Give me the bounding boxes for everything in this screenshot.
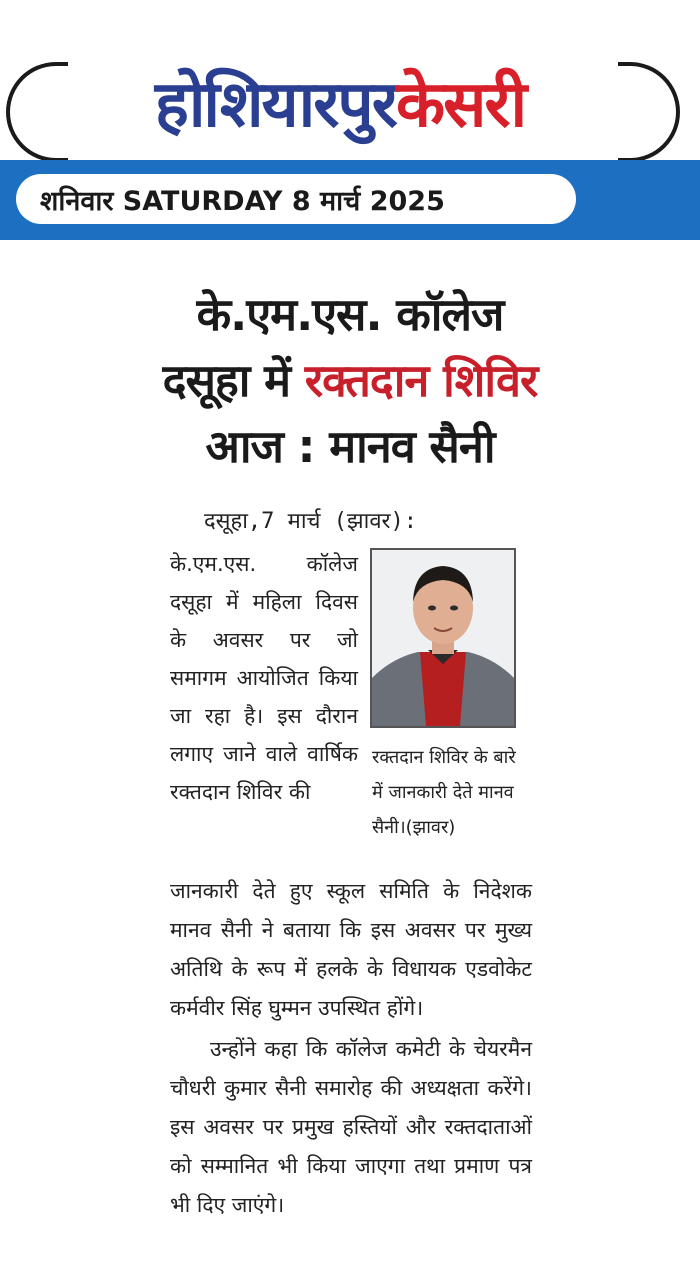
- article-full-column: [170, 872, 532, 1225]
- masthead-left-bracket: [6, 62, 68, 162]
- logo-part-blue: होशियारपुर: [154, 67, 396, 142]
- headline: [100, 282, 600, 480]
- headline-line-2-red: रक्तदान शिविर: [304, 354, 538, 407]
- masthead: [0, 0, 700, 250]
- article-dateline: दसूहा,7 मार्च (झावर):: [204, 509, 418, 534]
- portrait-photo-image: [372, 550, 514, 726]
- logo-part-red: केसरी: [395, 67, 526, 142]
- portrait-photo: [370, 548, 516, 728]
- issue-date: शनिवार SATURDAY 8 मार्च 2025: [16, 174, 576, 224]
- headline-line-2: [100, 348, 600, 414]
- headline-line-3: आज : मानव सैनी: [205, 420, 495, 473]
- article-paragraph-2: उन्होंने कहा कि कॉलेज कमेटी के चेयरमैन चौधरी कुमार सैनी समारोह की अध्यक्षता करेंगे। इस अवसर पर प्रमुख हस्तियों और रक्तदाताओं को सम्मानित भी किया जाएगा तथा प्रमाण पत्र भी दिए जाएंगे।: [170, 1037, 532, 1217]
- headline-line-2-black: दसूहा में: [162, 354, 291, 407]
- newspaper-logo: [70, 56, 610, 146]
- article-paragraph-1: जानकारी देते हुए स्कूल समिति के निदेशक मानव सैनी ने बताया कि इस अवसर पर मुख्य अतिथि के रूप में हलके के विधायक एडवोकेट कर्मवीर सिंह घुम्मन उपस्थित होंगे।: [170, 879, 532, 1020]
- headline-line-1: के.एम.एस. कॉलेज: [196, 288, 504, 341]
- article-narrow-column: [170, 545, 358, 811]
- article-narrow-text: के.एम.एस. कॉलेज दसूहा में महिला दिवस के अवसर पर जो समागम आयोजित किया जा रहा है। इस दौरान लगाए जाने वाले वार्षिक रक्तदान शिविर की: [170, 552, 358, 804]
- photo-caption: रक्तदान शिविर के बारे में जानकारी देते मानव सैनी।(झावर): [372, 747, 516, 838]
- date-band: [0, 160, 700, 240]
- masthead-right-bracket: [618, 62, 680, 162]
